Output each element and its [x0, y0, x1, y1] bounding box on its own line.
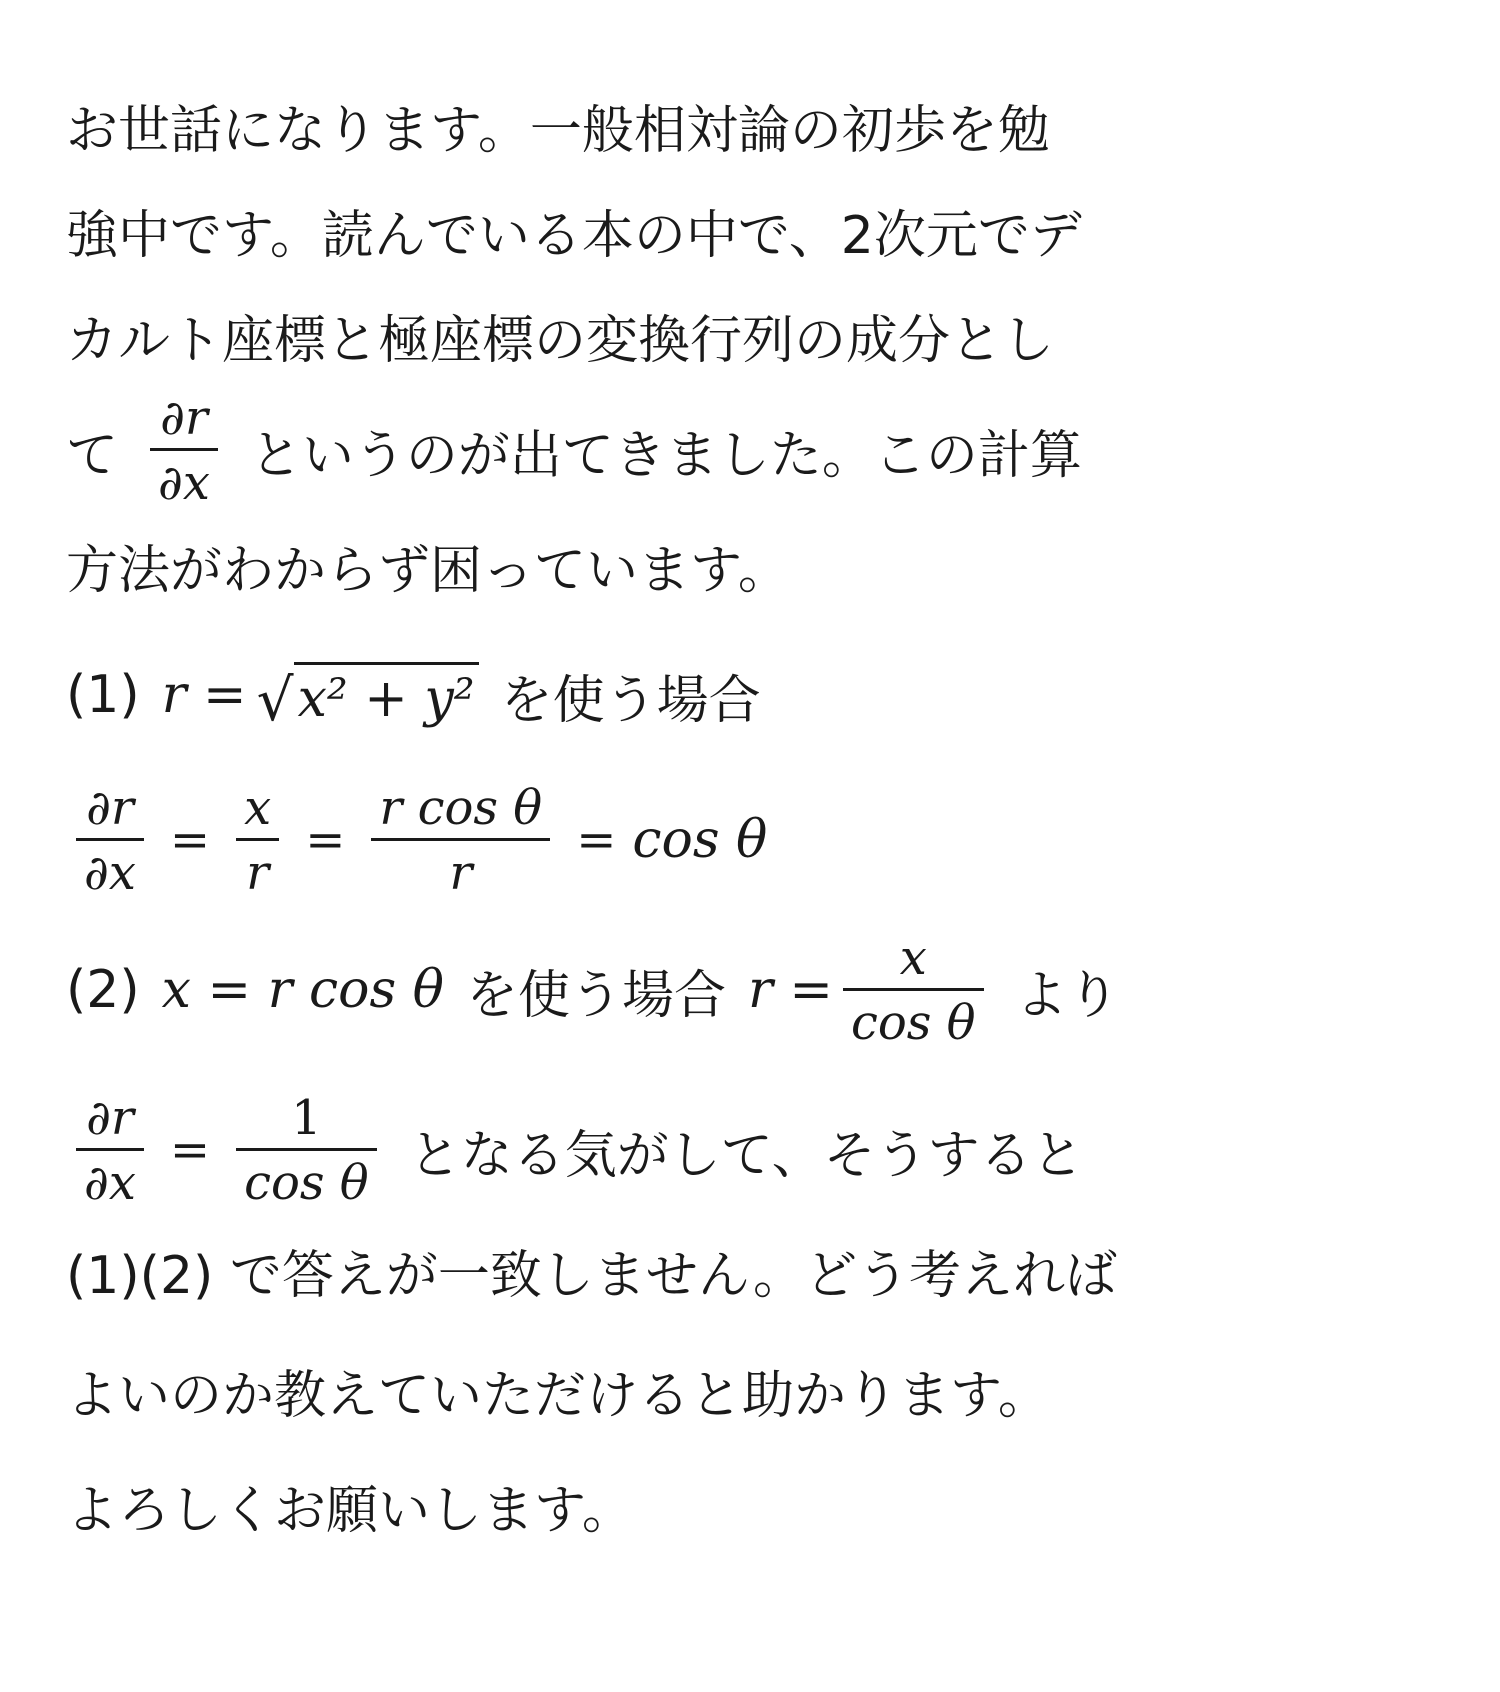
case1-suffix: を使う場合 [500, 670, 761, 731]
equals-sign: = [576, 812, 617, 868]
dr-dx-fraction [76, 1089, 144, 1211]
case2-equation [66, 1085, 1460, 1215]
fraction-denominator: ∂x [158, 454, 210, 511]
fraction-numerator: x [244, 779, 272, 836]
case1-label: (1) [66, 665, 140, 725]
x-over-cos-fraction [843, 929, 984, 1051]
equals-sign: = [169, 812, 211, 868]
intro-line-4 [66, 385, 1460, 515]
rcos-over-r-fraction [371, 779, 550, 901]
case2-lhs: x = r cos θ [161, 960, 444, 1020]
intro-line-3: カルト座標と極座標の変換行列の成分とし [66, 310, 1055, 371]
intro-line-1: お世話になります。一般相対論の初歩を勉 [66, 100, 1050, 161]
case2-suffix: より [1015, 965, 1120, 1026]
fraction-denominator: r [449, 844, 473, 901]
cos-theta: cos θ [632, 810, 768, 870]
case2-mid: を使う場合 [465, 965, 726, 1026]
case2-result-suffix: となる気がして、そうすると [408, 1125, 1084, 1186]
fraction-denominator: ∂x [84, 844, 136, 901]
fraction-denominator: ∂x [84, 1154, 136, 1211]
fraction-numerator: ∂r [160, 389, 208, 446]
case1-heading [66, 630, 1460, 760]
fraction-numerator: 1 [291, 1089, 322, 1146]
case1-lhs: r = [161, 665, 247, 725]
case2-heading [66, 925, 1460, 1055]
case2-label: (2) [66, 960, 140, 1020]
fraction-numerator: ∂r [86, 1089, 134, 1146]
intro-line-4-prefix: て [66, 425, 119, 486]
fraction-numerator: ∂r [86, 779, 134, 836]
fraction-denominator: r [246, 844, 270, 901]
intro-line-5: 方法がわからず困っています。 [66, 540, 790, 601]
dr-dx-fraction [150, 389, 218, 511]
closing-line-3: よろしくお願いします。 [66, 1480, 634, 1541]
dr-dx-fraction [76, 779, 144, 901]
fraction-denominator: cos θ [244, 1154, 369, 1211]
x-over-r-fraction [236, 779, 279, 901]
fraction-denominator: cos θ [850, 994, 976, 1051]
case1-equation [66, 775, 1460, 905]
fraction-numerator: x [899, 929, 927, 986]
one-over-cos-fraction [236, 1089, 377, 1211]
sqrt-expression [256, 662, 479, 734]
equals-sign: = [169, 1122, 211, 1178]
closing-line-1: (1)(2) で答えが一致しません。どう考えれば [66, 1245, 1117, 1306]
fraction-numerator: r cos θ [379, 779, 543, 836]
radicand: x² + y² [294, 662, 479, 729]
equals-sign: = [305, 812, 346, 868]
radical-sign: √ [256, 665, 294, 734]
intro-line-2: 強中です。読んでいる本の中で、2次元でデ [66, 205, 1082, 266]
case2-r-lhs: r = [747, 960, 833, 1020]
closing-line-2: よいのか教えていただけると助かります。 [66, 1365, 1050, 1426]
intro-line-4-suffix: というのが出てきました。この計算 [249, 425, 1082, 486]
